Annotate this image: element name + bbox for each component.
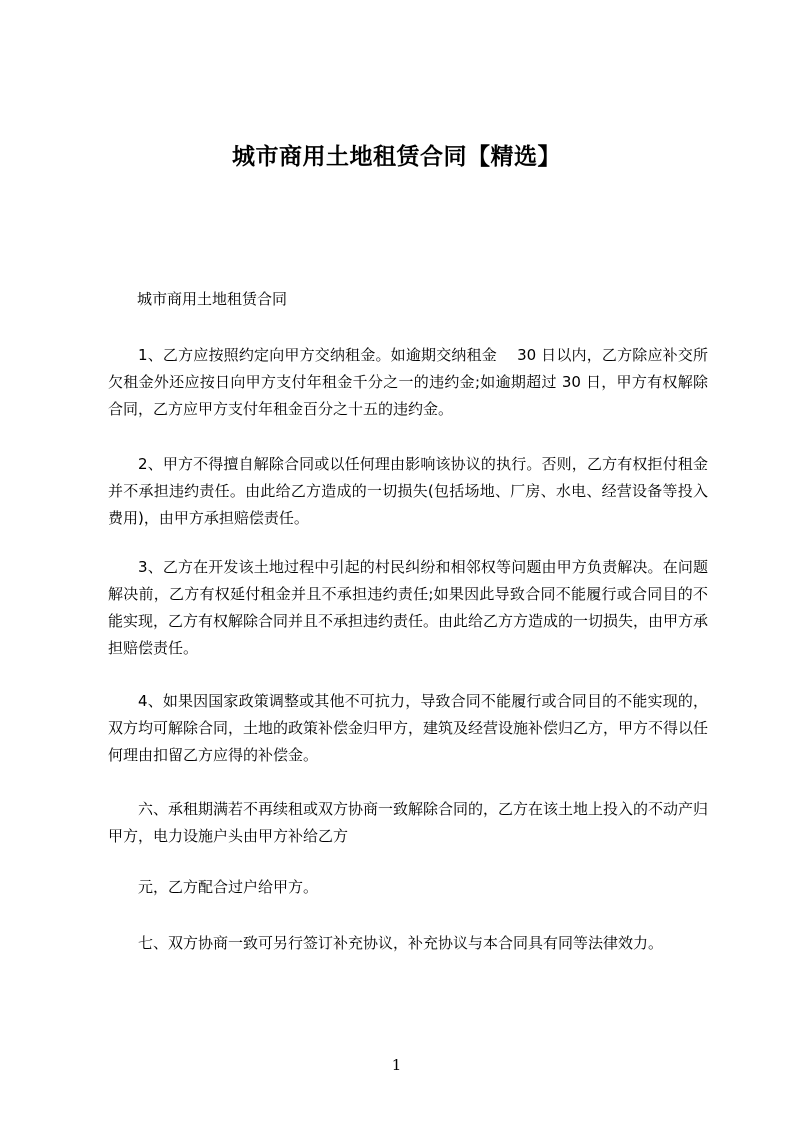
paragraph-6: 元，乙方配合过户给甲方。 <box>138 878 319 896</box>
page-number: 1 <box>391 1056 402 1074</box>
paragraph-4: 4、如果因国家政策调整或其他不可抗力，导致合同不能履行或合同目的不能实现的，双方均可解除合同，土地的政策补偿金归甲方，建筑及经营设施补偿归乙方，甲方不得以任何理由扣留乙方应得的补偿金。 <box>108 692 709 764</box>
paragraph-1: 1、乙方应按照约定向甲方交纳租金。如逾期交纳租金 30 日以内，乙方除应补交所欠租金外还应按日向甲方支付年租金千分之一的违约金;如逾期超过 30 日，甲方有权解除合同，乙方应甲方支付年租金百分之十五的违约金。 <box>108 346 708 418</box>
paragraph-2: 2、甲方不得擅自解除合同或以任何理由影响该协议的执行。否则，乙方有权拒付租金并不承担违约责任。由此给乙方造成的一切损失(包括场地、厂房、水电、经营设备等投入费用)，由甲方承担赔偿责任。 <box>108 455 708 527</box>
document-subtitle: 城市商用土地租赁合同 <box>137 290 288 308</box>
paragraph-3: 3、乙方在开发该土地过程中引起的村民纠纷和相邻权等问题由甲方负责解决。在问题解决前，乙方有权延付租金并且不承担违约责任;如果因此导致合同不能履行或合同目的不能实现，乙方有权解除合同并且不承担违约责任。由此给乙方方造成的一切损失，由甲方承担赔偿责任。 <box>108 558 709 657</box>
document-title: 城市商用土地租赁合同【精选】 <box>232 144 561 170</box>
paragraph-5: 六、承租期满若不再续租或双方协商一致解除合同的，乙方在该土地上投入的不动产归甲方，电力设施户头由甲方补给乙方 <box>108 800 709 845</box>
paragraph-7: 七、双方协商一致可另行签订补充协议，补充协议与本合同具有同等法律效力。 <box>138 934 664 952</box>
